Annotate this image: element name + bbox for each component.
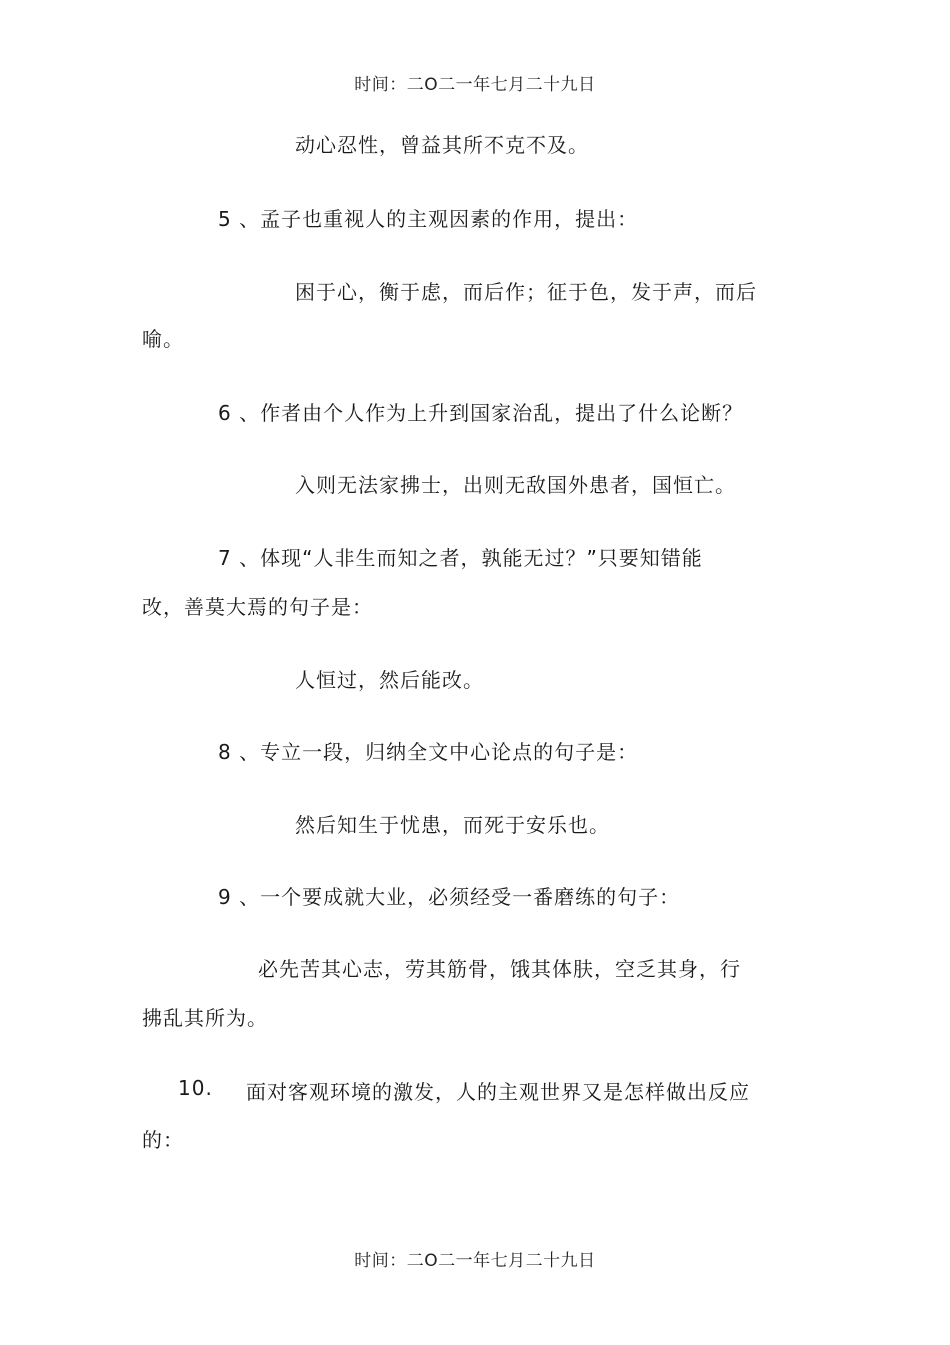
question-7-line-2: 改，善莫大焉的句子是：: [142, 595, 373, 619]
question-10-line-2: 的：: [142, 1128, 184, 1152]
answer-8: 然后知生于忧患，而死于安乐也。: [295, 813, 610, 837]
answer-6: 入则无法家拂士，出则无敌国外患者，国恒亡。: [295, 473, 736, 497]
answer-5-line-1: 困于心，衡于虑，而后作；征于色，发于声，而后: [295, 280, 757, 304]
question-6: 6 、作者由个人作为上升到国家治乱，提出了什么论断？: [218, 401, 744, 425]
question-10-number: 10.: [178, 1076, 213, 1100]
answer-7: 人恒过，然后能改。: [295, 668, 484, 692]
question-8: 8 、专立一段，归纳全文中心论点的句子是：: [218, 740, 639, 764]
question-10-line-1: 面对客观环境的激发，人的主观世界又是怎样做出反应: [246, 1080, 750, 1104]
answer-line: 动心忍性，曾益其所不克不及。: [295, 133, 589, 157]
answer-5-line-2: 喻。: [142, 327, 184, 351]
question-7-line-1: 7 、体现“人非生而知之者，孰能无过？”只要知错能: [218, 546, 703, 570]
answer-9-line-1: 必先苦其心志，劳其筋骨，饿其体肤，空乏其身，行: [258, 957, 741, 981]
page-footer-date: 时间：二O二一年七月二十九日: [354, 1251, 596, 1271]
page-header-date: 时间：二O二一年七月二十九日: [354, 75, 596, 95]
question-9: 9 、一个要成就大业，必须经受一番磨练的句子：: [218, 885, 681, 909]
answer-9-line-2: 拂乱其所为。: [142, 1006, 268, 1030]
question-5: 5 、孟子也重视人的主观因素的作用，提出：: [218, 207, 639, 231]
